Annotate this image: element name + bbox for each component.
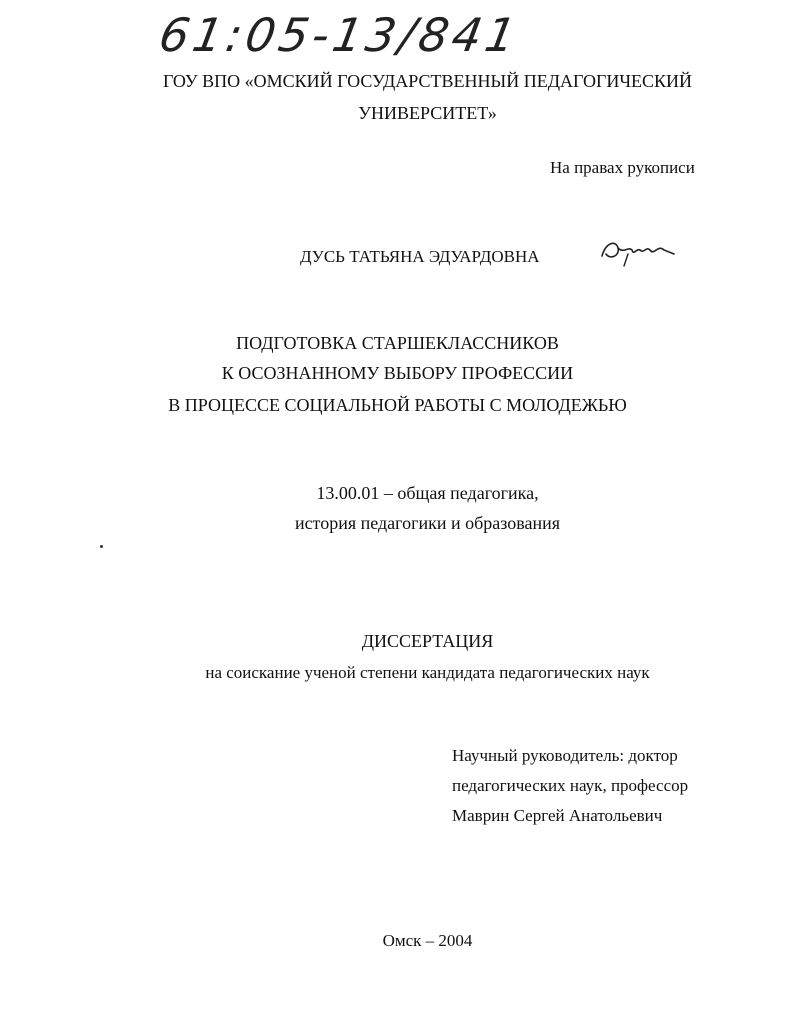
specialty-line-2: история педагогики и образования	[294, 513, 561, 533]
dissertation-title-line-3: В ПРОЦЕССЕ СОЦИАЛЬНОЙ РАБОТЫ С МОЛОДЕЖЬЮ	[168, 395, 627, 415]
manuscript-note: На правах рукописи	[550, 158, 695, 177]
specialty-line-1: 13.00.01 – общая педагогика,	[316, 483, 539, 503]
author-name: ДУСЬ ТАТЬЯНА ЭДУАРДОВНА	[300, 247, 540, 266]
organization-line-2: УНИВЕРСИТЕТ»	[358, 103, 497, 123]
dissertation-title-line-1: ПОДГОТОВКА СТАРШЕКЛАССНИКОВ	[236, 333, 559, 353]
dissertation-title-line-2: К ОСОЗНАННОМУ ВЫБОРУ ПРОФЕССИИ	[221, 363, 574, 383]
organization-line-1: ГОУ ВПО «ОМСКИЙ ГОСУДАРСТВЕННЫЙ ПЕДАГОГИЧЕСКИЙ	[162, 71, 693, 91]
author-signature	[598, 234, 678, 270]
supervisor-line-2: педагогических наук, профессор	[452, 776, 689, 795]
archive-number-handwritten: 61:05-13/841	[155, 8, 524, 62]
supervisor-line-3: Маврин Сергей Анатольевич	[452, 806, 663, 825]
degree-statement: на соискание ученой степени кандидата педагогических наук	[205, 663, 650, 682]
scan-speck	[100, 545, 103, 548]
supervisor-line-1: Научный руководитель: доктор	[452, 746, 678, 765]
city-year: Омск – 2004	[382, 931, 473, 950]
document-type: ДИССЕРТАЦИЯ	[361, 631, 494, 651]
